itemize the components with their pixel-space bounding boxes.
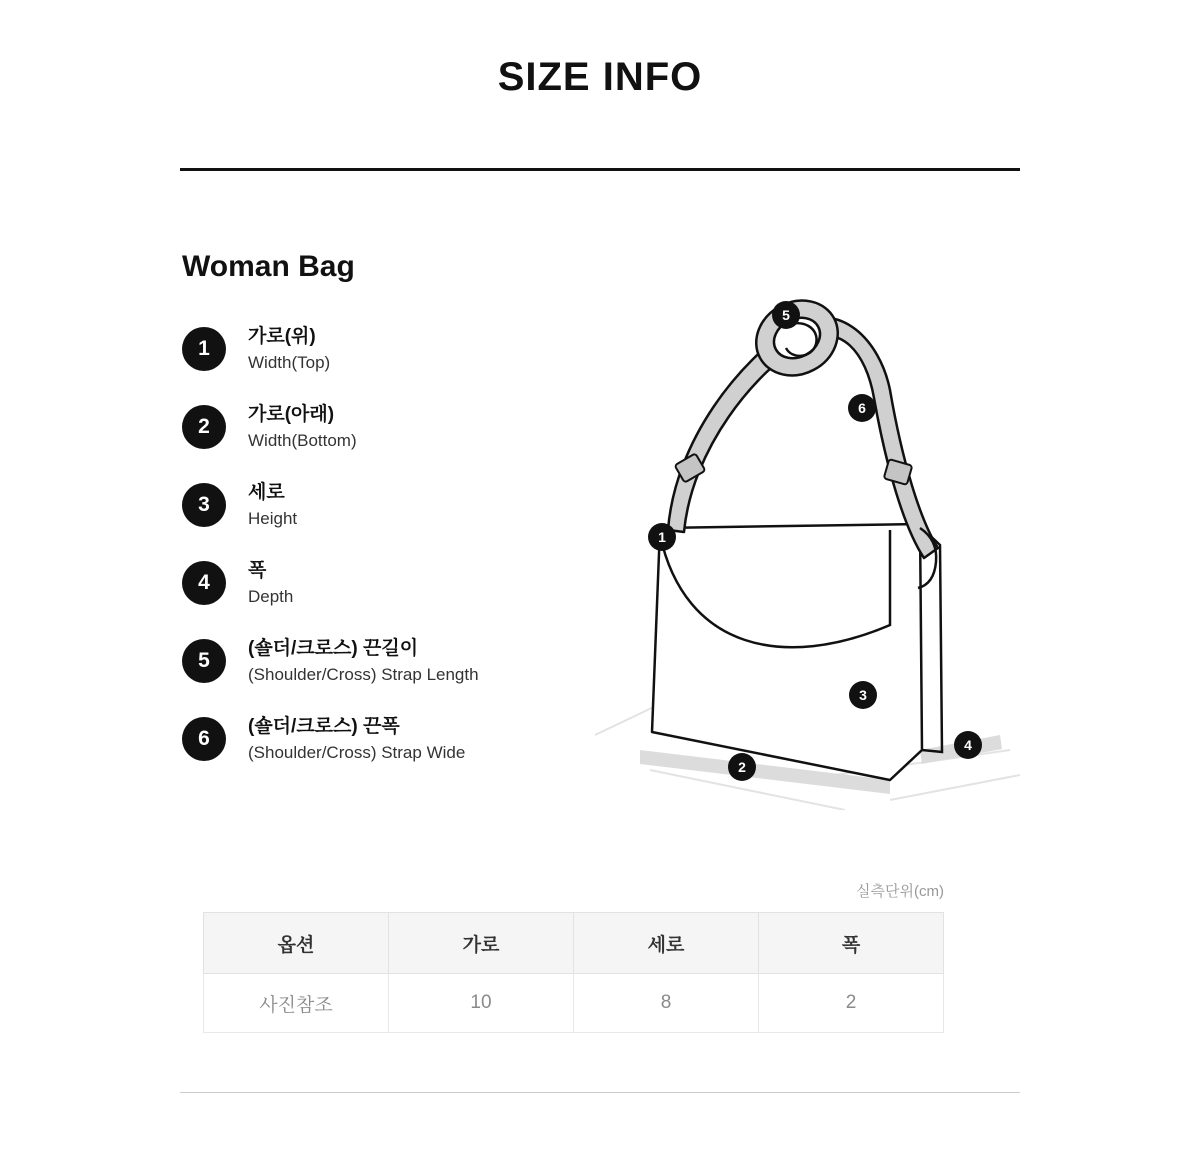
legend-label-ko: (숄더/크로스) 끈폭	[248, 716, 400, 737]
svg-text:6: 6	[858, 400, 866, 416]
legend-badge: 5	[182, 639, 226, 683]
product-name: Woman Bag	[182, 250, 355, 283]
legend-badge: 6	[182, 717, 226, 761]
legend-label-en: Width(Top)	[248, 352, 331, 372]
list-item	[182, 559, 612, 613]
svg-text:2: 2	[738, 759, 746, 775]
legend-label-en: (Shoulder/Cross) Strap Length	[248, 664, 479, 684]
list-item	[182, 715, 612, 769]
table-header-row	[204, 913, 944, 974]
diagram-marker-6	[848, 394, 876, 422]
table-row	[204, 974, 944, 1033]
bag-body	[652, 524, 922, 780]
table-header-cell: 세로	[574, 913, 759, 974]
legend-badge: 1	[182, 327, 226, 371]
legend-label-ko: 폭	[248, 560, 267, 581]
table-cell: 2	[759, 974, 944, 1033]
measurement-legend	[182, 325, 612, 793]
svg-text:4: 4	[964, 737, 972, 753]
bottom-divider	[180, 1092, 1020, 1093]
legend-label-en: Height	[248, 508, 298, 528]
diagram-marker-4	[954, 731, 982, 759]
svg-text:3: 3	[859, 687, 867, 703]
table-header-cell: 가로	[389, 913, 574, 974]
table-cell: 8	[574, 974, 759, 1033]
legend-label-ko: 세로	[248, 482, 285, 503]
list-item	[182, 403, 612, 457]
legend-badge: 4	[182, 561, 226, 605]
bag-side-panel	[920, 526, 942, 752]
list-item	[182, 481, 612, 535]
legend-badge: 3	[182, 483, 226, 527]
list-item	[182, 325, 612, 379]
legend-label-en: Width(Bottom)	[248, 430, 357, 450]
legend-label-ko: (숄더/크로스) 끈길이	[248, 638, 419, 659]
table-cell: 10	[389, 974, 574, 1033]
diagram-marker-2	[728, 753, 756, 781]
diagram-marker-1	[648, 523, 676, 551]
bag-diagram	[590, 280, 1020, 810]
unit-note: 실측단위(cm)	[856, 883, 944, 900]
table-cell: 사진참조	[204, 974, 389, 1033]
legend-label-ko: 가로(위)	[248, 326, 316, 347]
svg-text:5: 5	[782, 307, 790, 323]
diagram-marker-5	[772, 301, 800, 329]
legend-label-ko: 가로(아래)	[248, 404, 335, 425]
size-table	[203, 912, 944, 1033]
page-title: SIZE INFO	[497, 55, 703, 99]
table-header-cell: 폭	[759, 913, 944, 974]
legend-label-en: Depth	[248, 586, 294, 606]
list-item	[182, 637, 612, 691]
svg-text:1: 1	[658, 529, 666, 545]
diagram-marker-3	[849, 681, 877, 709]
top-divider	[180, 168, 1020, 171]
legend-label-en: (Shoulder/Cross) Strap Wide	[248, 742, 466, 762]
legend-badge: 2	[182, 405, 226, 449]
table-header-cell: 옵션	[204, 913, 389, 974]
